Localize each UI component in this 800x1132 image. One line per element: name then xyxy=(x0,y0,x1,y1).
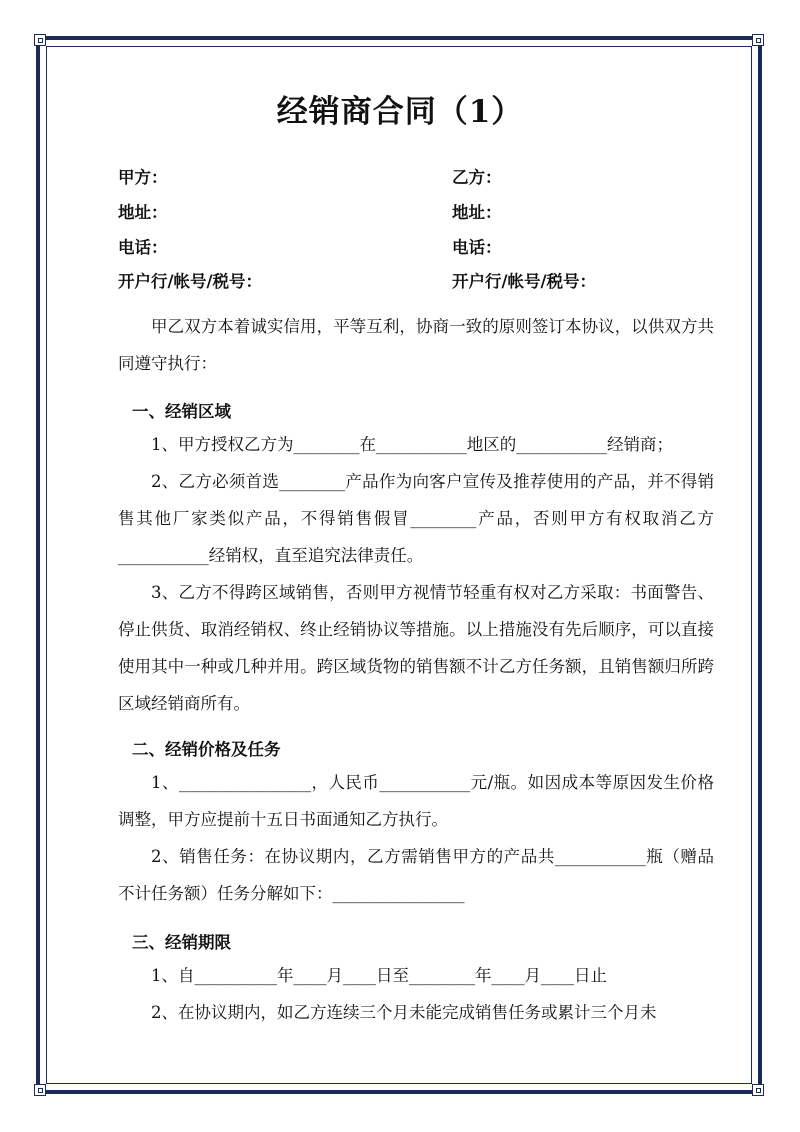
party-b-address-label: 地址： xyxy=(452,203,502,222)
party-b-name-label: 乙方： xyxy=(452,168,502,187)
section-heading-distribution-area: 一、经销区域 xyxy=(132,402,231,421)
clause-1-3: 3、乙方不得跨区域销售，否则甲方视情节轻重有权对乙方采取：书面警告、停止供货、取消经销权、终止经销协议等措施。以上措施没有先后顺序，可以直接使用其中一种或几种并用。跨区域货物的销售额不计乙方任务额，且销售额归所跨区域经销商所有。 xyxy=(118,583,714,713)
corner-ornament xyxy=(752,34,764,46)
party-b-phone-label: 电话： xyxy=(452,238,502,257)
clause-3-2: 2、在协议期内，如乙方连续三个月未能完成销售任务或累计三个月未 xyxy=(151,1003,657,1022)
clause-2-1: 1、________________，人民币___________元/瓶。如因成本等原因发生价格调整，甲方应提前十五日书面通知乙方执行。 xyxy=(118,773,714,829)
clause-1-1: 1、甲方授权乙方为________在___________地区的___________经销商； xyxy=(151,435,673,454)
party-a-address-label: 地址： xyxy=(118,203,168,222)
intro-paragraph: 甲乙双方本着诚实信用，平等互利，协商一致的原则签订本协议，以供双方共同遵守执行： xyxy=(118,317,714,373)
party-b-bank-label: 开户行/帐号/税号： xyxy=(452,272,597,291)
clause-3-1: 1、自__________年____月____日至________年____月____日止 xyxy=(151,966,607,985)
corner-ornament xyxy=(34,1084,46,1096)
party-a-name-label: 甲方： xyxy=(118,168,168,187)
corner-ornament xyxy=(34,34,46,46)
section-heading-price-and-quota: 二、经销价格及任务 xyxy=(132,740,281,759)
section-heading-term: 三、经销期限 xyxy=(132,933,231,952)
corner-ornament xyxy=(752,1084,764,1096)
clause-1-2: 2、乙方必须首选________产品作为向客户宣传及推荐使用的产品，并不得销售其他厂家类似产品，不得销售假冒________产品，否则甲方有权取消乙方___________经销权，直至追究法律责任。 xyxy=(118,472,714,565)
document-title: 经销商合同（1） xyxy=(276,94,524,130)
party-a-bank-label: 开户行/帐号/税号： xyxy=(118,272,263,291)
clause-2-2: 2、销售任务：在协议期内，乙方需销售甲方的产品共___________瓶（赠品不计任务额）任务分解如下：________________ xyxy=(118,847,714,903)
party-a-phone-label: 电话： xyxy=(118,238,168,257)
